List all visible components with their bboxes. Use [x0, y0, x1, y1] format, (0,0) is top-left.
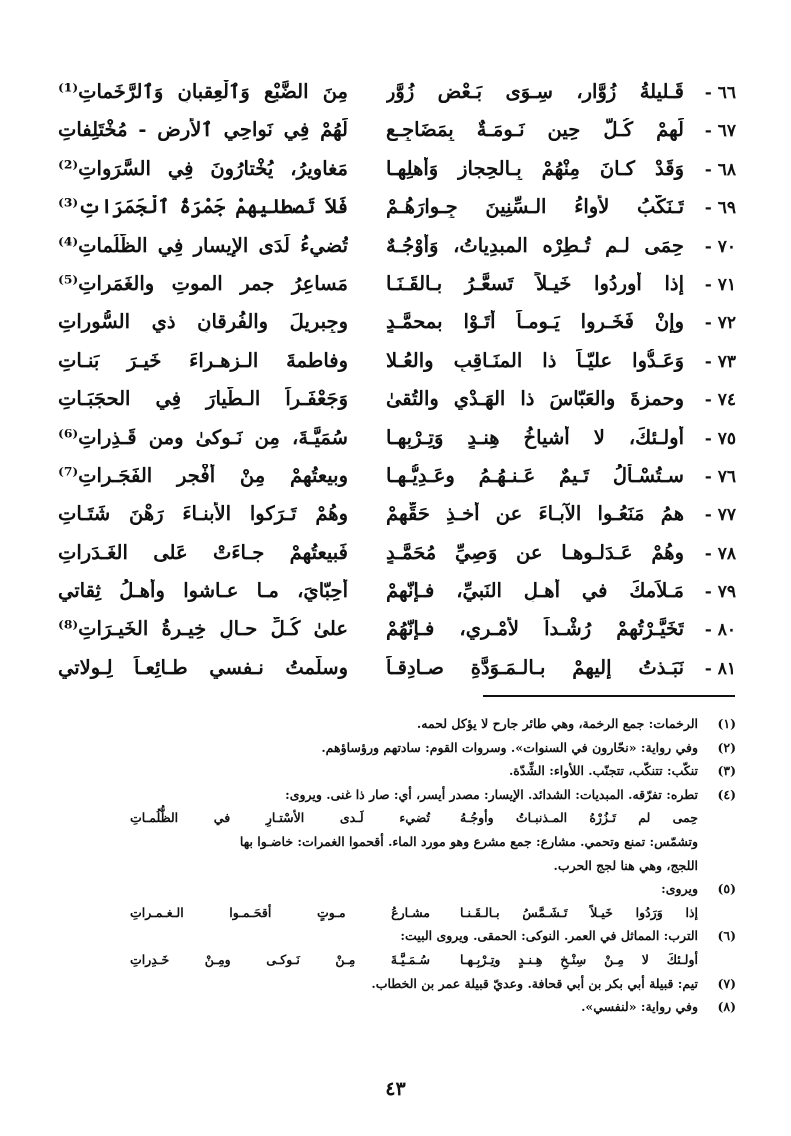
footnote-number: (٨)	[717, 999, 736, 1015]
footnote-number: (٥)	[717, 881, 736, 897]
footnote-body	[56, 712, 698, 736]
verse-second-hemistich: مَساعِرُ جمرِ الموتِ والغَمَراتِ⁽⁵⁾	[58, 271, 348, 295]
hemistich-gap	[430, 806, 460, 830]
footnote	[56, 736, 736, 760]
footnote-body	[56, 924, 698, 971]
verse-line	[58, 195, 736, 233]
footnote	[56, 924, 736, 971]
verse-number: ٧٤ -	[704, 390, 736, 411]
verse-first-hemistich: لَهمْ كُـلَّ حِينٍ نَـومَـةٌ بِمَضَاجِـعِ	[386, 118, 684, 142]
verse-second-hemistich: علىٰ كُـلِّ حـالٍ خِيـرةُ الخَيـرَاتِ⁽⁸⁾	[58, 617, 348, 641]
verse-line	[58, 387, 736, 425]
footnote-text: ويروى:	[661, 881, 698, 897]
footnote-verse	[56, 948, 698, 972]
footnote-text: الترب: المماثل في العمر. النوكى: الحمقى. ويروى البيت:	[400, 928, 698, 944]
footnote-verse-first: إذا وَرَدُوا خَيـلاً تَـشَـمَّسُ بـالـقَـنـا	[460, 904, 698, 920]
verse-number: ٧٧ -	[704, 505, 736, 526]
verse-number: ٧٠ -	[704, 236, 736, 257]
verse-first-hemistich: تَخَيَّـرْتُهمْ رُشْـداً لأَمْـري، فـإنّهُمْ	[386, 617, 684, 641]
verse-number: ٦٩ -	[704, 198, 736, 219]
verse-second-hemistich: لَهُمْ فِي نَواحِي ٱلأرض - مُخْتَلِفاتِ	[58, 118, 348, 142]
verse-second-hemistich: مِنَ الضَّبْعِ وَٱلْعِقبانِ وَٱلرَّخَماتِ⁽¹⁾	[58, 80, 348, 103]
verse-line	[58, 118, 736, 156]
verse-first-hemistich: وَقَدْ كـانَ مِنْهُمْ بِـالحِجازِ وَأَهلِهـا	[386, 156, 684, 180]
footnote-number: (٤)	[717, 786, 736, 802]
footnote-number: (١)	[717, 716, 736, 731]
verse-second-hemistich: وهُمْ تَـرَكوا الأبنـاءَ رَهْنَ شَتَـاتِ	[58, 502, 348, 526]
verse-first-hemistich: وحمزةَ والعَبّاسَ ذا الهَـدْيِ والتُقىٰ	[386, 387, 684, 411]
footnote	[56, 995, 736, 1019]
footnote-verse-second: مشـارعُ مـوتٍ أقحَـمـوا الـغـمـراتِ	[130, 904, 430, 920]
verse-second-hemistich: وَجَعْفَـراً الـطَّيارَ فِي الحجَبَـاتِ	[58, 387, 348, 411]
footnote	[56, 877, 736, 924]
verse-line	[58, 272, 736, 310]
verse-line	[58, 80, 736, 118]
footnote-body	[56, 995, 698, 1019]
verse-first-hemistich: إذا أوردُوا خَيـلاً تَسعَّـرُ بـالقَـنَـا	[386, 271, 684, 295]
verse-second-hemistich: مَغاوِيرُ، يُخْتارُونَ فِي السَّرَواتِ⁽²⁾	[58, 156, 348, 180]
verse-first-hemistich: أولـئكَ، لا أشياخُ هِنـدٍ وَتِـرْبِهـا	[386, 425, 684, 449]
footnote-text: وتشمّس: تمنع وتحمي. مشارع: جمع مشرع وهو مورد الماء. أقحموا الغمرات: خاضـوا بها	[239, 833, 698, 849]
footnote-text: اللجج، وهي هنا لجج الحرب.	[553, 857, 698, 873]
verse-line	[58, 579, 736, 617]
footnote	[56, 972, 736, 996]
verse-line	[58, 617, 736, 655]
verse-number: ٦٨ -	[704, 159, 736, 180]
footnote-body	[56, 736, 698, 760]
verse-number: ٦٧ -	[704, 121, 736, 142]
verse-first-hemistich: سـتُسْـأَلُ تَـيمٌ عَـنـهُـمُ وعَـدِيُّـهـا	[386, 463, 684, 487]
footnote-body	[56, 783, 698, 877]
verse-number: ٨٠ -	[704, 620, 736, 641]
verse-number: ٧٥ -	[704, 428, 736, 449]
verse-number: ٧٣ -	[704, 351, 736, 372]
verse-number: ٧٦ -	[704, 466, 736, 487]
verse-line	[58, 541, 736, 579]
verse-first-hemistich: حِمَى لـم تُـطِرْه المبدِياتُ، وَأَوْجُـهٌ	[386, 233, 684, 257]
verse-second-hemistich: تُضيءُ لَدَى الإيسارِ فِي الظُّلُماتِ⁽⁴⁾	[58, 233, 348, 257]
footnote	[56, 759, 736, 783]
verse-second-hemistich: وبيعتُهمْ مِنْ أَفْجرِ الفَجَـراتِ⁽⁷⁾	[58, 463, 348, 487]
poem-verses	[58, 80, 736, 694]
verse-second-hemistich: وجِبريلَ والفُرقانِ ذي السُّوراتِ	[58, 310, 348, 334]
footnote-verse	[56, 901, 698, 925]
footnote-verse	[56, 806, 698, 830]
hemistich-gap	[430, 948, 460, 972]
footnote-text: وفي رواية: «لنفسي».	[581, 999, 698, 1015]
verse-second-hemistich: أحِبّايَ، مـا عـاشوا وأهـلُ ثِقاتي	[58, 579, 348, 603]
verse-number: ٦٦ -	[704, 83, 736, 103]
verse-line	[58, 234, 736, 272]
footnote-text: تيم: قبيلة أبي بكر بن أبي قحافة. وعديّ قبيلة عمر بن الخطاب.	[371, 975, 698, 991]
verse-number: ٨١ -	[704, 658, 736, 679]
verse-first-hemistich: نَبَـذتُ إليهمْ بـالـمَـوَدَّةِ صـادِقـاً	[386, 655, 684, 679]
verse-first-hemistich: وَعَـدُّوا عليّـاً ذا المنَـاقِبِ والعُـلا	[386, 348, 684, 372]
footnote-number: (٦)	[717, 928, 736, 944]
verse-second-hemistich: وسلَّمتُ نـفسي طـائِعـاً لِـولاتي	[58, 655, 348, 679]
footnote-body	[56, 877, 698, 924]
verse-line	[58, 310, 736, 348]
verse-second-hemistich: سُمَيَّـةَ، مِن نَـوكىٰ ومن قَـذِراتِ⁽⁶⁾	[58, 425, 348, 449]
verse-number: ٧٢ -	[704, 313, 736, 334]
footnote-text: وفي رواية: «نحّارون في السنوات». وسروات القوم: سادتهم ورؤساؤهم.	[321, 739, 698, 755]
footnote-separator	[483, 695, 735, 697]
verse-number: ٧٩ -	[704, 582, 736, 603]
verse-line	[58, 349, 736, 387]
verse-second-hemistich: فَلاَ تَصطليهمْ جَمْرَةُ ٱلْجَمَرَاتِ⁽³⁾	[58, 195, 348, 219]
footnote-body	[56, 759, 698, 783]
footnotes	[56, 712, 736, 1019]
verse-first-hemistich: وإنْ فَخَـروا يَـومـاً أَتَـوْا بمحمَّـدٍ	[386, 310, 684, 334]
verse-first-hemistich: همُ مَنَعُـوا الآبـاءَ عن أخـذِ حَقِّهِمْ	[386, 502, 684, 526]
verse-first-hemistich: وهُمْ عَـدَلـوهـا عن وَصِيِّ مُحَمَّـدٍ	[386, 540, 684, 564]
footnote-number: (٣)	[717, 763, 736, 779]
verse-line	[58, 656, 736, 694]
verse-number: ٧١ -	[704, 274, 736, 295]
verse-second-hemistich: وفاطمةَ الـزهـراءَ خَيـرَ بَنـاتِ	[58, 348, 348, 372]
verse-line	[58, 157, 736, 195]
verse-line	[58, 502, 736, 540]
page-number: ٤٣	[385, 1078, 406, 1100]
verse-first-hemistich: مَـلاَمكَ في أهـلِ النَبيِّ، فـإنّهمْ	[386, 579, 684, 603]
footnote-text: تنكّب: تتنكّب، تتجنّب. اللأواء: الشِّدّة.	[508, 763, 698, 779]
verse-first-hemistich: تَـنَكَّبُ لأواءُ الـسِّنِينَ جِـوارَهُـمْ	[386, 195, 684, 219]
footnote-verse-second: تُضيء لَـدى الأسْتـارِ في الظُّلُمـاتِ	[130, 810, 430, 826]
verse-number: ٧٨ -	[704, 543, 736, 564]
footnote	[56, 783, 736, 877]
footnote-number: (٧)	[717, 975, 736, 991]
footnote-verse-second: سُـمَـيَّـةَ مِـنْ نَـوكـى ومِـنْ خَـدِراتِ	[130, 951, 430, 967]
verse-line	[58, 464, 736, 502]
verse-second-hemistich: فَبيعتُهمْ جـاءَتْ عَلى الغَـدَراتِ	[58, 540, 348, 564]
footnote-text: الرخمات: جمع الرخمة، وهي طائر جارح لا يؤكل لحمه.	[416, 716, 698, 731]
footnote-text: تطره: تفرّقه. المبديات: الشدائد. الإيسار: مصدر أيسر، أي: صار ذا غنى. ويروى:	[285, 786, 698, 802]
hemistich-gap	[430, 901, 460, 925]
footnote-body	[56, 972, 698, 996]
verse-first-hemistich: قَـليلةُ زُوَّارٍ، سِـوَى بَـعْضِ زُوَّرٍ	[386, 80, 684, 103]
footnote	[56, 712, 736, 736]
footnote-number: (٢)	[717, 739, 736, 755]
verse-line	[58, 426, 736, 464]
footnote-verse-first: حِمى لم تَـزُرْهُ المـذنبـاتُ وأوجُـهُ	[460, 810, 698, 826]
footnote-verse-first: أولـئكَ لا مِـنْ سِنْـخِ هِـنـدٍ وتِـرْبِـهـا	[460, 951, 698, 967]
